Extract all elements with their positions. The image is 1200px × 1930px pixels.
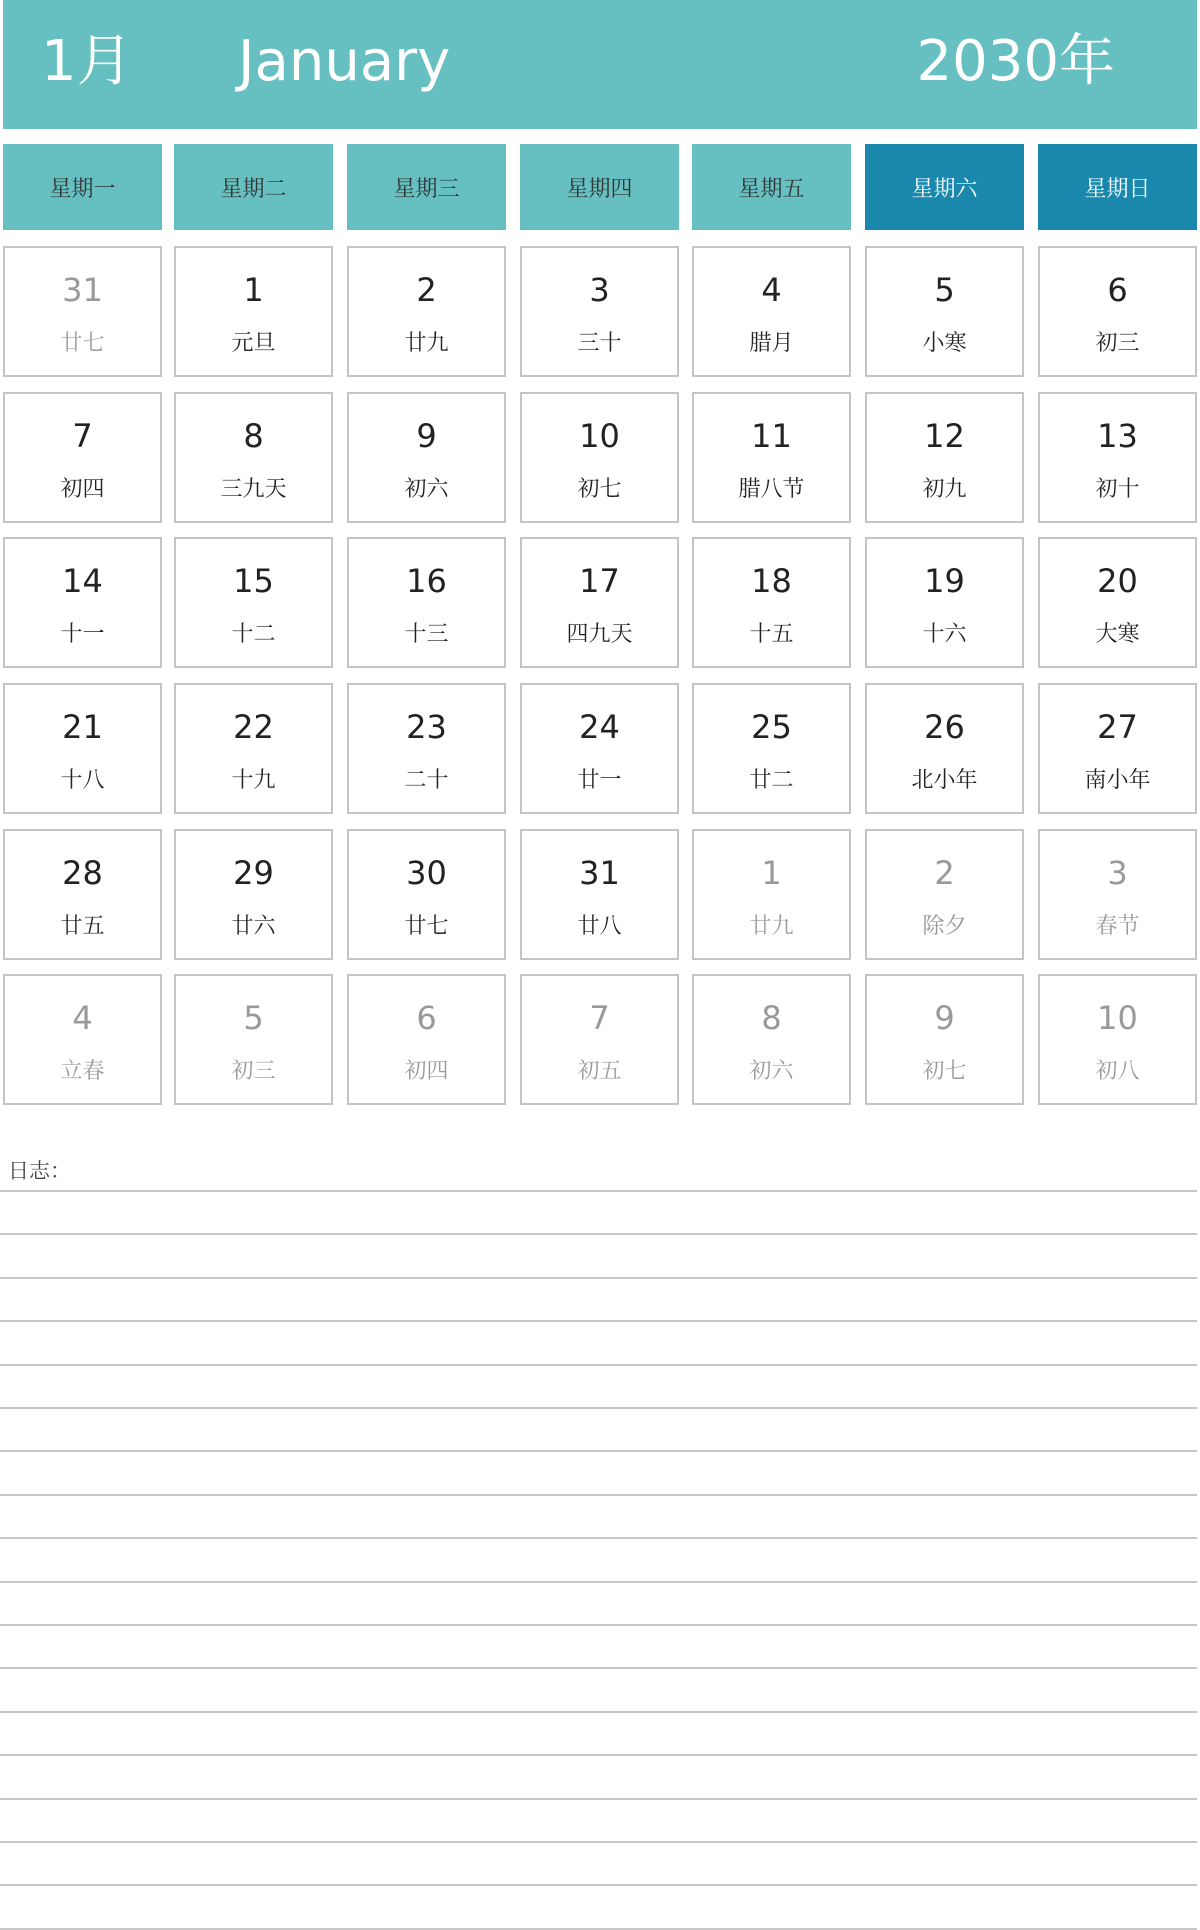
day-number: 31: [579, 854, 620, 892]
day-number: 8: [243, 417, 264, 455]
day-number: 5: [243, 999, 264, 1037]
day-cell[interactable]: [347, 246, 506, 377]
day-number: 15: [233, 562, 274, 600]
day-number: 7: [72, 417, 93, 455]
lunar-date: 三十: [577, 331, 622, 356]
lunar-date: 大寒: [1095, 622, 1140, 647]
lunar-date: 初三: [231, 1059, 276, 1084]
log-line: [0, 1798, 1197, 1800]
day-cell[interactable]: [347, 683, 506, 814]
lunar-date: 廿七: [404, 914, 449, 939]
lunar-date: 十九: [231, 768, 276, 793]
log-line: [0, 1667, 1197, 1669]
day-number: 6: [1107, 271, 1128, 309]
month-chinese: 1月: [41, 29, 133, 94]
weekday-header: 星期日: [1038, 144, 1197, 230]
day-cell[interactable]: [865, 392, 1024, 523]
log-line: [0, 1841, 1197, 1843]
day-cell[interactable]: [1038, 974, 1197, 1105]
log-line: [0, 1711, 1197, 1713]
day-cell[interactable]: [3, 246, 162, 377]
log-line: [0, 1364, 1197, 1366]
day-number: 19: [924, 562, 965, 600]
day-number: 11: [751, 417, 792, 455]
day-number: 3: [589, 271, 610, 309]
day-cell[interactable]: [3, 392, 162, 523]
lunar-date: 腊月: [749, 331, 794, 356]
lunar-date: 初六: [404, 477, 449, 502]
day-cell[interactable]: [865, 246, 1024, 377]
day-number: 31: [62, 271, 103, 309]
day-number: 27: [1097, 708, 1138, 746]
day-cell[interactable]: [174, 974, 333, 1105]
lunar-date: 廿五: [60, 914, 105, 939]
day-number: 14: [62, 562, 103, 600]
log-line: [0, 1494, 1197, 1496]
day-number: 25: [751, 708, 792, 746]
day-number: 30: [406, 854, 447, 892]
day-cell[interactable]: [1038, 829, 1197, 960]
weekday-header: 星期四: [520, 144, 679, 230]
log-line: [0, 1581, 1197, 1583]
lunar-date: 初五: [577, 1059, 622, 1084]
lunar-date: 廿七: [60, 331, 105, 356]
day-number: 1: [243, 271, 264, 309]
day-number: 5: [934, 271, 955, 309]
weekday-header: 星期三: [347, 144, 506, 230]
lunar-date: 初四: [404, 1059, 449, 1084]
day-cell[interactable]: [520, 829, 679, 960]
log-line: [0, 1233, 1197, 1235]
day-cell[interactable]: [520, 392, 679, 523]
month-english: January: [238, 29, 451, 94]
day-cell[interactable]: [1038, 246, 1197, 377]
log-line: [0, 1928, 1197, 1930]
day-cell[interactable]: [865, 829, 1024, 960]
day-cell[interactable]: [347, 829, 506, 960]
day-cell[interactable]: [347, 537, 506, 668]
day-cell[interactable]: [692, 392, 851, 523]
day-cell[interactable]: [174, 537, 333, 668]
log-line: [0, 1624, 1197, 1626]
day-number: 13: [1097, 417, 1138, 455]
lunar-date: 初八: [1095, 1059, 1140, 1084]
day-number: 10: [1097, 999, 1138, 1037]
lunar-date: 初七: [922, 1059, 967, 1084]
day-cell[interactable]: [520, 537, 679, 668]
log-line: [0, 1754, 1197, 1756]
day-cell[interactable]: [347, 392, 506, 523]
lunar-date: 廿二: [749, 768, 794, 793]
lunar-date: 腊八节: [738, 477, 805, 502]
day-number: 3: [1107, 854, 1128, 892]
day-number: 16: [406, 562, 447, 600]
day-number: 9: [934, 999, 955, 1037]
lunar-date: 北小年: [911, 768, 978, 793]
lunar-date: 十六: [922, 622, 967, 647]
lunar-date: 小寒: [922, 331, 967, 356]
day-number: 2: [934, 854, 955, 892]
lunar-date: 初九: [922, 477, 967, 502]
weekday-header: 星期六: [865, 144, 1024, 230]
lunar-date: 十八: [60, 768, 105, 793]
day-cell[interactable]: [520, 246, 679, 377]
day-number: 9: [416, 417, 437, 455]
log-line: [0, 1277, 1197, 1279]
log-line: [0, 1884, 1197, 1886]
lunar-date: 十一: [60, 622, 105, 647]
lunar-date: 南小年: [1084, 768, 1151, 793]
day-cell[interactable]: [174, 829, 333, 960]
lunar-date: 初七: [577, 477, 622, 502]
day-number: 6: [416, 999, 437, 1037]
lunar-date: 初六: [749, 1059, 794, 1084]
lunar-date: 初十: [1095, 477, 1140, 502]
day-number: 17: [579, 562, 620, 600]
day-cell[interactable]: [865, 537, 1024, 668]
lunar-date: 十五: [749, 622, 794, 647]
lunar-date: 元旦: [231, 331, 276, 356]
lunar-date: 春节: [1095, 914, 1140, 939]
day-cell[interactable]: [3, 537, 162, 668]
day-number: 12: [924, 417, 965, 455]
day-cell[interactable]: [174, 246, 333, 377]
log-line: [0, 1450, 1197, 1452]
year-label: 2030年: [916, 29, 1115, 94]
weekday-header: 星期一: [3, 144, 162, 230]
day-cell[interactable]: [692, 683, 851, 814]
lunar-date: 初三: [1095, 331, 1140, 356]
day-number: 7: [589, 999, 610, 1037]
lunar-date: 三九天: [220, 477, 287, 502]
day-number: 8: [761, 999, 782, 1037]
day-cell[interactable]: [520, 683, 679, 814]
day-number: 18: [751, 562, 792, 600]
log-line: [0, 1320, 1197, 1322]
weekday-header: 星期五: [692, 144, 851, 230]
day-number: 28: [62, 854, 103, 892]
calendar-header: [3, 0, 1197, 129]
lunar-date: 十三: [404, 622, 449, 647]
lunar-date: 初四: [60, 477, 105, 502]
lunar-date: 廿九: [404, 331, 449, 356]
day-number: 24: [579, 708, 620, 746]
log-label: 日志：: [8, 1159, 71, 1183]
day-cell[interactable]: [692, 246, 851, 377]
day-number: 29: [233, 854, 274, 892]
day-number: 21: [62, 708, 103, 746]
day-number: 4: [72, 999, 93, 1037]
day-cell[interactable]: [692, 537, 851, 668]
day-cell[interactable]: [865, 683, 1024, 814]
day-number: 22: [233, 708, 274, 746]
lunar-date: 除夕: [922, 914, 967, 939]
day-cell[interactable]: [865, 974, 1024, 1105]
lunar-date: 二十: [404, 768, 449, 793]
lunar-date: 廿六: [231, 914, 276, 939]
day-cell[interactable]: [3, 829, 162, 960]
day-number: 20: [1097, 562, 1138, 600]
weekday-header: 星期二: [174, 144, 333, 230]
day-cell[interactable]: [692, 974, 851, 1105]
day-cell[interactable]: [1038, 392, 1197, 523]
lunar-date: 廿九: [749, 914, 794, 939]
day-cell[interactable]: [174, 683, 333, 814]
day-cell[interactable]: [1038, 683, 1197, 814]
log-line: [0, 1407, 1197, 1409]
day-number: 2: [416, 271, 437, 309]
day-number: 1: [761, 854, 782, 892]
lunar-date: 十二: [231, 622, 276, 647]
day-cell[interactable]: [174, 392, 333, 523]
lunar-date: 廿八: [577, 914, 622, 939]
log-line: [0, 1537, 1197, 1539]
day-cell[interactable]: [347, 974, 506, 1105]
day-number: 10: [579, 417, 620, 455]
day-cell[interactable]: [3, 974, 162, 1105]
lunar-date: 立春: [60, 1059, 105, 1084]
day-cell[interactable]: [1038, 537, 1197, 668]
day-cell[interactable]: [520, 974, 679, 1105]
day-cell[interactable]: [692, 829, 851, 960]
lunar-date: 廿一: [577, 768, 622, 793]
log-line: [0, 1190, 1197, 1192]
day-number: 4: [761, 271, 782, 309]
day-cell[interactable]: [3, 683, 162, 814]
day-number: 26: [924, 708, 965, 746]
day-number: 23: [406, 708, 447, 746]
lunar-date: 四九天: [566, 622, 633, 647]
